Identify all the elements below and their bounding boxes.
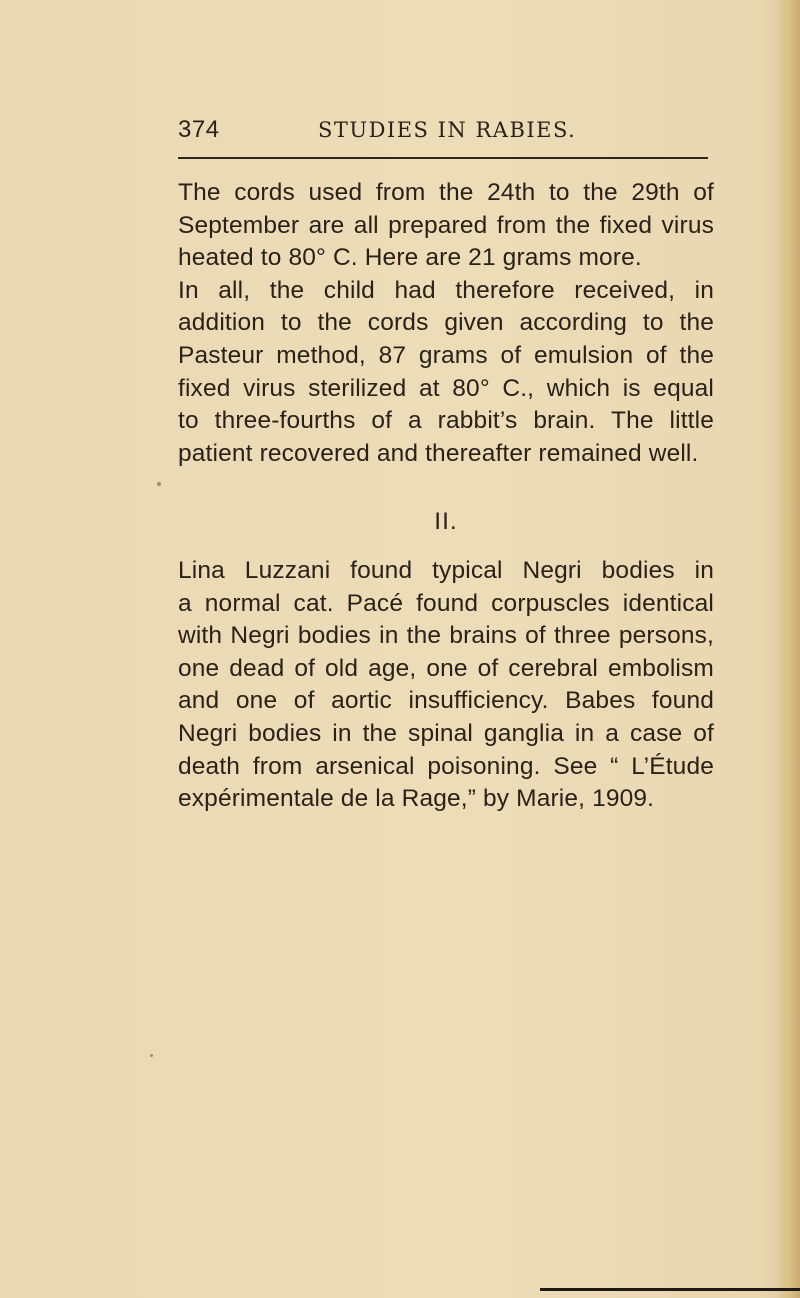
text-line: to three-fourths of a rabbit’s brain. The little <box>178 407 714 435</box>
page-edge-shadow <box>778 0 800 1298</box>
paragraph-1 <box>178 177 714 470</box>
paragraph-2 <box>178 555 714 816</box>
paper-speck <box>157 482 161 486</box>
text-line: In all, the child had therefore received, in <box>178 276 714 304</box>
header-rule <box>178 157 708 159</box>
text-line: The cords used from the 24th to the 29th of <box>178 179 714 206</box>
text-line: a normal cat. Pacé found corpuscles identical <box>178 589 714 617</box>
text-line: with Negri bodies in the brains of three persons, <box>178 622 714 650</box>
text-line: fixed virus sterilized at 80° C., which is equal <box>178 374 714 402</box>
running-title: STUDIES IN RABIES. <box>318 118 577 142</box>
text-line: and one of aortic insufficiency. Babes found <box>178 687 714 715</box>
text-line: heated to 80° C. Here are 21 grams more. <box>178 244 642 272</box>
text-line: one dead of old age, one of cerebral embolism <box>178 654 714 682</box>
text-line: Lina Luzzani found typical Negri bodies in <box>178 557 714 584</box>
text-line: expérimentale de la Rage,” by Marie, 1909. <box>178 785 655 813</box>
text-line: September are all prepared from the fixed virus <box>178 211 714 239</box>
text-line: patient recovered and thereafter remained well. <box>178 439 699 467</box>
text-line: Pasteur method, 87 grams of emulsion of the <box>178 341 714 369</box>
page-number: 374 <box>178 116 220 143</box>
paper-speck <box>150 1054 153 1057</box>
text-line: addition to the cords given according to the <box>178 309 714 337</box>
running-head <box>178 116 708 152</box>
text-line: Negri bodies in the spinal ganglia in a case of <box>178 719 714 747</box>
bottom-edge-shadow <box>540 1288 800 1291</box>
section-heading: II. <box>434 508 458 535</box>
text-line: death from arsenical poisoning. See “ L’Étude <box>178 752 714 780</box>
